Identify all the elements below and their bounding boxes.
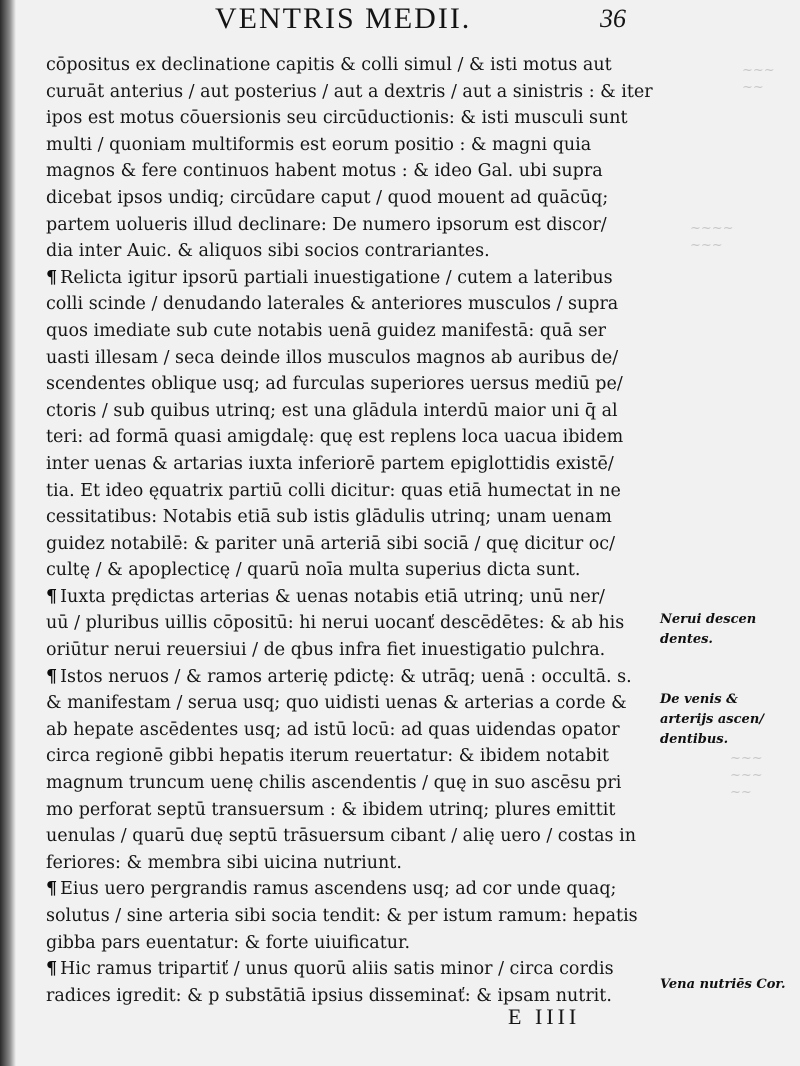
bleed-through: ~~~ ~~ xyxy=(742,63,775,95)
pilcrow-icon: ¶ xyxy=(46,879,58,900)
signature-mark: E IIII xyxy=(508,1004,581,1029)
text-line: curuāt anterius / aut posterius / aut a dextris / aut a sinistris : & iter xyxy=(46,81,653,102)
text-line: inter uenas & artarias iuxta inferiorē partem epiglottidis existē/ xyxy=(46,453,614,474)
margin-note: Nerui descen dentes. xyxy=(660,612,757,647)
text-line: ab hepate ascēdentes usq; ad istū locū: ad quas uidendas opator xyxy=(46,719,620,740)
pilcrow-icon: ¶ xyxy=(46,959,58,980)
text-line: circa regionē gibbi hepatis iterum reuertatur: & ibidem notabit xyxy=(46,746,610,767)
margin-note: De venis & arterijs ascen/ dentibus. xyxy=(660,692,765,747)
pilcrow-icon: ¶ xyxy=(46,267,58,288)
page-number: 36 xyxy=(600,4,626,33)
text-line: radices igredit: & p substātiā ipsius disseminať: & ipsam nutrit. xyxy=(46,985,612,1006)
bleed-through: ~~~~ ~~~ xyxy=(690,221,734,253)
binding-shadow xyxy=(0,0,16,1066)
text-line: feriores: & membra sibi uicina nutriunt. xyxy=(46,852,402,873)
text-line: guidez notabilē: & pariter unā arteriā sibi sociā / quę dicitur oc/ xyxy=(46,533,615,554)
bleed-through: ~~~ ~~~ ~~ xyxy=(730,751,763,800)
running-head: VENTRIS MEDII. xyxy=(215,2,472,35)
text-line: cultę / & apoplecticę / quarū noīa multa superius dicta sunt. xyxy=(46,560,581,581)
text-line: ctoris / sub quibus utrinq; est una glādula interdū maior uni q̄ al xyxy=(46,400,618,421)
text-line: ¶ Hic ramus tripartiť / unus quorū aliis satis minor / circa cordis xyxy=(46,959,614,980)
text-line: uū / pluribus uillis cōpositū: hi nerui uocanť descēdētes: & ab his xyxy=(46,613,625,634)
text-line: ¶ Relicta igitur ipsorū partiali inuestigatione / cutem a lateribus xyxy=(46,267,613,288)
margin-note: Vena nutriēs Cor. xyxy=(660,977,786,992)
text-line: dia inter Auic. & aliquos sibi socios contrariantes. xyxy=(46,241,490,262)
text-line: gibba pars euentatur: & forte uiuificatur. xyxy=(46,932,411,953)
text-line: oriūtur nerui reuersiui / de qbus infra fiet inuestigatio pulchra. xyxy=(46,640,606,661)
text-line: ¶ Istos neruos / & ramos arterię pdictę: & utrāq; uenā : occultā. s. xyxy=(46,666,632,687)
text-line: tia. Et ideo ęquatrix partiū colli dicitur: quas etiā humectat in ne xyxy=(46,480,621,501)
text-line: colli scinde / denudando laterales & anteriores musculos / supra xyxy=(46,294,619,315)
text-line: teri: ad formā quasi amigdalę: quę est replens loca uacua ibidem xyxy=(46,427,624,448)
pilcrow-icon: ¶ xyxy=(46,586,58,607)
text-line: solutus / sine arteria sibi socia tendit: & per istum ramum: hepatis xyxy=(46,906,638,926)
text-line: magnos & fere continuos habent motus : & ideo Gal. ubi supra xyxy=(46,161,603,182)
text-line: cessitatibus: Notabis etiā sub istis glādulis utrinq; unam uenam xyxy=(46,507,612,528)
text-line: ¶ Iuxta prędictas arterias & uenas notabis etiā utrinq; unū ner/ xyxy=(46,586,605,607)
text-line: uenulas / quarū duę septū trāsuersum cibant / alię uero / costas in xyxy=(46,826,636,847)
text-line: magnum truncum uenę chilis ascendentis / quę in suo ascēsu pri xyxy=(46,773,622,794)
text-line: scendentes oblique usq; ad furculas superiores uersus mediū pe/ xyxy=(46,374,623,395)
text-line: & manifestam / serua usq; quo uidisti uenas & arterias a corde & xyxy=(46,693,627,714)
text-line: ipos est motus cōuersionis seu circūductionis: & isti musculi sunt xyxy=(46,108,628,129)
text-line: mo perforat septū transuersum : & ibidem utrinq; plures emittit xyxy=(46,799,616,820)
text-line: uasti illesam / seca deinde illos musculos magnos ab auribus de/ xyxy=(46,347,619,368)
text-line: quos imediate sub cute notabis uenā guidez manifestā: quā ser xyxy=(46,320,607,341)
text-line: multi / quoniam multiformis est eorum positio : & magni quia xyxy=(46,134,592,155)
pilcrow-icon: ¶ xyxy=(46,666,58,687)
body-text xyxy=(46,52,658,1009)
text-line: partem uolueris illud declinare: De numero ipsorum est discor/ xyxy=(46,214,607,235)
text-line: dicebat ipsos undiq; circūdare caput / quod mouent ad quācūq; xyxy=(46,187,609,208)
text-line: cōpositus ex declinatione capitis & colli simul / & isti motus aut xyxy=(46,55,612,75)
text-line: ¶ Eius uero pergrandis ramus ascendens usq; ad cor unde quaq; xyxy=(46,879,617,900)
